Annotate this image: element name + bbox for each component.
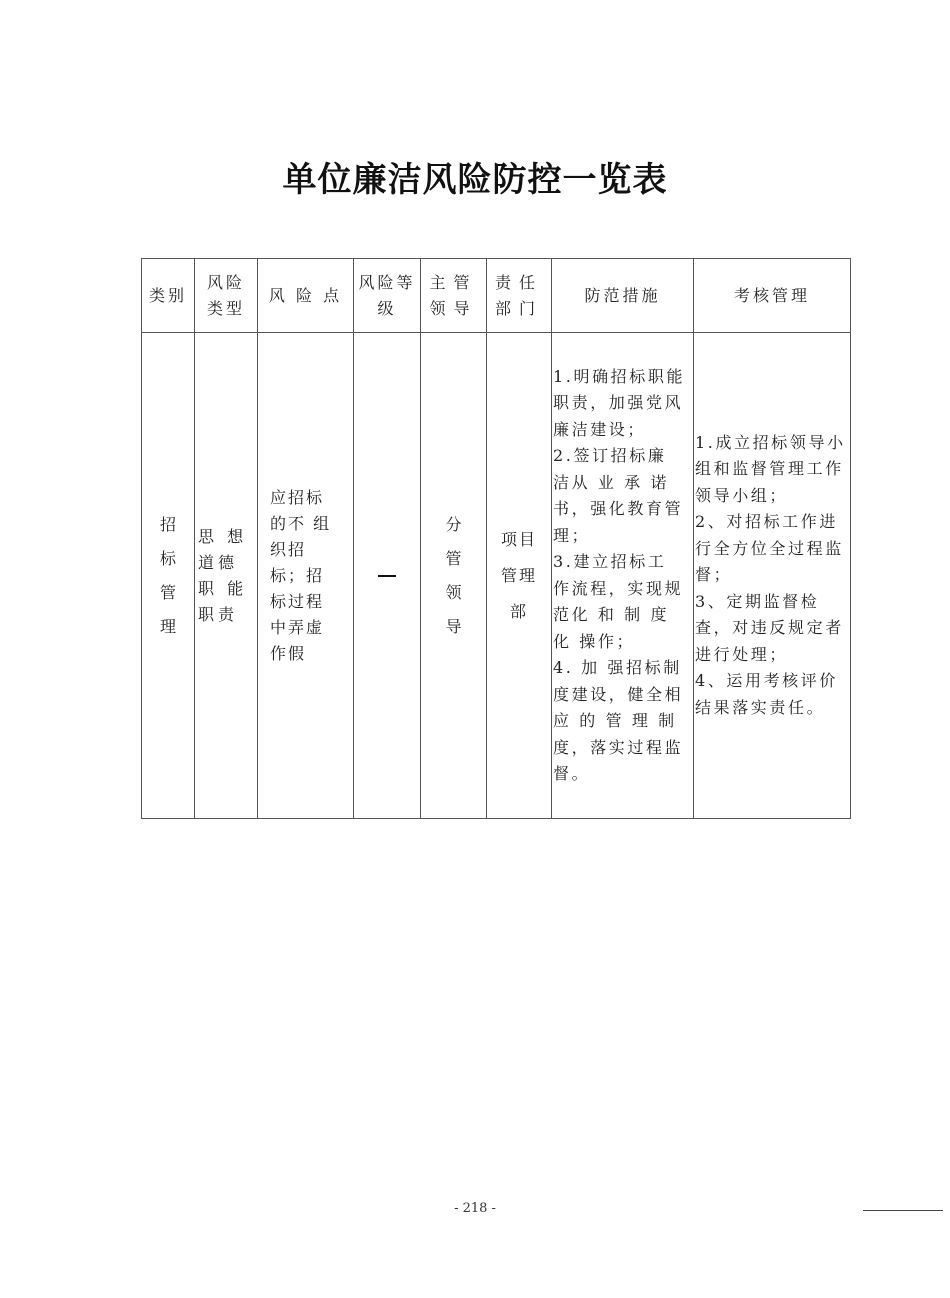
cell-category: 招标管理 xyxy=(142,333,195,819)
assessment-list xyxy=(694,430,850,722)
table-header-row xyxy=(142,259,851,333)
header-risk-point: 风 险 点 xyxy=(258,259,354,333)
cell-risk-type: 思 想道德职 能职责 xyxy=(195,333,258,819)
cell-measures xyxy=(552,333,694,819)
header-measures: 防范措施 xyxy=(552,259,694,333)
cell-assessment xyxy=(694,333,851,819)
header-leader: 主管领导 xyxy=(421,259,487,333)
measure-item: 3.建立招标工 作流程，实现规范化 和 制 度 化 操作； xyxy=(553,552,684,651)
risk-level-dash xyxy=(378,575,396,577)
cell-department: 项目管理部 xyxy=(487,333,552,819)
cell-leader: 分管领导 xyxy=(421,333,487,819)
header-department: 责任部门 xyxy=(487,259,552,333)
assessment-item: 3、定期监督检查，对违反规定者进行处理； xyxy=(695,591,844,664)
header-risk-type: 风险类型 xyxy=(195,259,258,333)
measure-item: 4. 加 强招标制度建设，健全相应 的 管 理 制度，落实过程监督。 xyxy=(553,658,684,783)
assessment-item: 4、运用考核评价结果落实责任。 xyxy=(695,671,838,717)
page-number: - 218 - xyxy=(454,1201,496,1216)
table-row xyxy=(142,333,851,819)
measure-item: 2.签订招标廉 洁从 业 承 诺书，强化教育管理； xyxy=(553,446,684,545)
page-title: 单位廉洁风险防控一览表 xyxy=(282,160,668,200)
cell-risk-level xyxy=(354,333,421,819)
footer-rule xyxy=(863,1210,943,1211)
assessment-item: 2、对招标工作进行全方位全过程监督； xyxy=(695,512,844,585)
risk-control-table xyxy=(141,258,851,819)
cell-risk-point: 应招标的不 组 织招标；招标过程中弄虚作假 xyxy=(258,333,354,819)
measure-item: 1.明确招标职能职责，加强党风廉洁建设； xyxy=(553,366,686,439)
header-risk-level: 风险等级 xyxy=(354,259,421,333)
header-category: 类别 xyxy=(142,259,195,333)
measures-list xyxy=(552,364,693,788)
header-assessment: 考核管理 xyxy=(694,259,851,333)
assessment-item: 1.成立招标领导小组和监督管理工作领导小组； xyxy=(695,432,846,505)
